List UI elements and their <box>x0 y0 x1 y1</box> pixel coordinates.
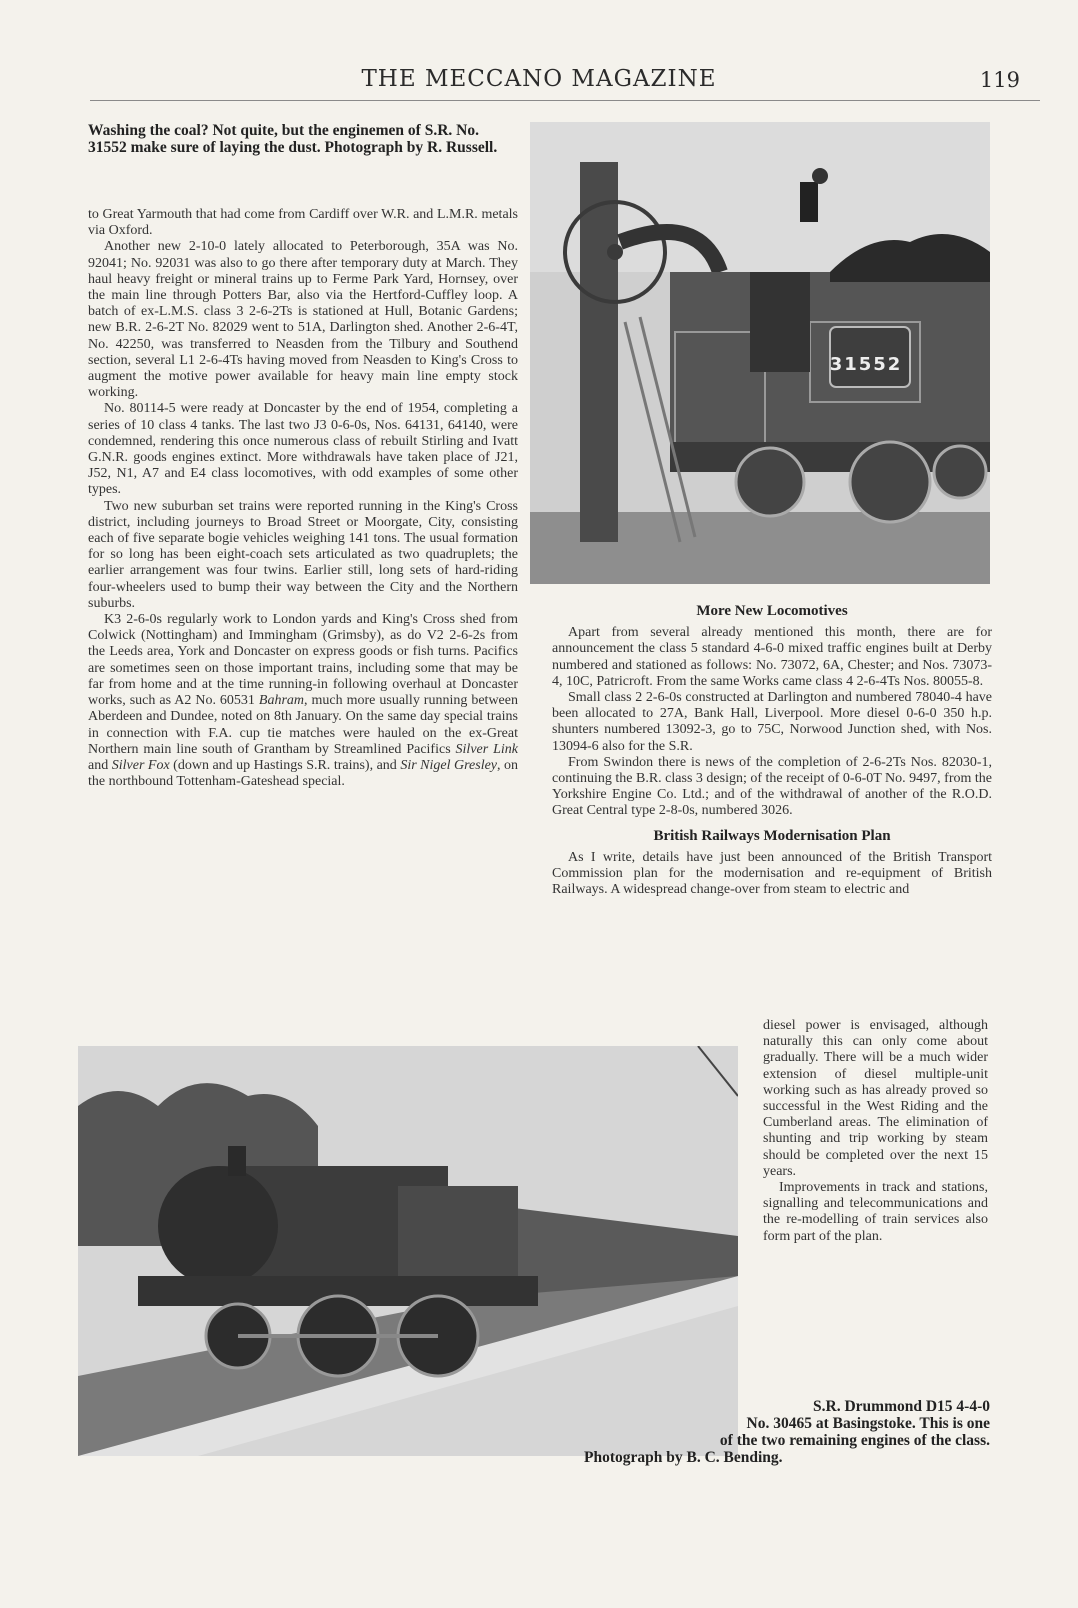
bottom-caption-line-1: S.R. Drummond D15 4-4-0 <box>813 1398 990 1415</box>
bottom-photo-caption <box>530 1398 990 1449</box>
left-paragraph-5: K3 2-6-0s regularly work to London yards and King's Cross shed from Colwick (Nottingham) and Immingham (Grimsby), as do V2 2-6-2s from the Leeds area, York and Doncaster on express goods or fish turns. Pacifics are sometimes seen on those important trains, including some that may be far from home and at the time running-in following overhaul at Doncaster works, such as A2 No. 60531 Bahram, much more usually running between Aberdeen and Dundee, noted on 8th January. On the same day special trains in connection with F.A. cup tie matches were hauled on the ex-Great Northern main line south of Grantham by Streamlined Pacifics Silver Link and Silver Fox (down and up Hastings S.R. trains), and Sir Nigel Gresley, on the northbound Tottenham-Gateshead special. <box>88 612 519 790</box>
magazine-title: THE MECCANO MAGAZINE <box>361 66 717 92</box>
right-paragraph-6: Improvements in track and stations, signalling and telecommunications and the re-modelling of train services also form part of the plan. <box>763 1180 988 1244</box>
left-paragraph-4: Two new suburban set trains were reported running in the King's Cross district, including journeys to Broad Street or Moorgate, City, consisting each of five separate bogie vehicles weighing 141 tons. The usual formation for so long has been eight-coach sets articulated as two quadruplets; the earlier arrangement was four twins. Earlier still, long sets of hard-riding four-wheelers used to bump their way between the City and the Northern suburbs. <box>88 498 518 611</box>
right-paragraph-4: As I write, details have just been announced of the British Transport Commission plan for the modernisation and re-equipment of British Railways. A widespread change-over from steam to electric and <box>552 849 992 898</box>
top-photo-tank-engine <box>530 122 990 584</box>
heading-modernisation-plan: British Railways Modernisation Plan <box>653 827 891 844</box>
right-paragraph-1: Apart from several already mentioned this month, there are for announcement the class 5 standard 4-6-0 mixed traffic engines built at Derby numbered and stationed as follows: No. 73072, 6A, Chester; and Nos. 73073-4, 10C, Patricroft. From the same Works came class 4 2-6-4Ts Nos. 80055-8. <box>552 625 992 689</box>
header-rule <box>90 100 1040 101</box>
bottom-photo-express-train <box>78 1046 738 1456</box>
left-paragraph-3: No. 80114-5 were ready at Doncaster by the end of 1954, completing a series of 10 class 4 tanks. The last two J3 0-6-0s, Nos. 64131, 64140, were condemned, rendering this once numerous class of rebuilt Stirling and Ivatt G.N.R. goods engines extinct. More withdrawals have taken place of J21, J52, N1, A7 and E4 class locomotives, with odd examples of some other types. <box>88 401 518 498</box>
right-paragraph-3: From Swindon there is news of the completion of 2-6-2Ts Nos. 82030-1, continuing the B.R. class 3 design; of the receipt of 0-6-0T No. 9497, from the Yorkshire Engine Co. Ltd.; and of the withdrawal of another of the R.O.D. Great Central type 2-8-0s, numbered 3026. <box>552 754 992 819</box>
top-photo-caption: Washing the coal? Not quite, but the enginemen of S.R. No. 31552 make sure of laying the dust. Photograph by R. Russell. <box>88 122 498 156</box>
left-paragraph-1: to Great Yarmouth that had come from Cardiff over W.R. and L.M.R. metals via Oxford. <box>88 207 518 239</box>
page-number: 119 <box>979 68 1020 92</box>
locomotive-number-plate: 31552 <box>829 354 903 375</box>
left-paragraph-2: Another new 2-10-0 lately allocated to Peterborough, 35A was No. 92041; No. 92031 was also to go there after temporary duty at March. They haul heavy freight or mineral trains up to Ferme Park Yard, Hornsey, over the main line through Potters Bar, also via the Hertford-Cuffley loop. A batch of ex-L.M.S. class 3 2-6-2Ts is stationed at Hull, Botanic Gardens; new B.R. 2-6-2T No. 82029 went to 51A, Darlington shed. Another 2-6-4T, No. 42250, was transferred to Neasden from the Tilbury and Southend section, several L1 2-6-4Ts having moved from Neasden to King's Cross to augment the motive power available for heavy main line empty stock working. <box>88 239 518 401</box>
bottom-caption-line-3: of the two remaining engines of the class. <box>719 1432 990 1449</box>
right-wrap-column-text <box>763 1018 988 1245</box>
bottom-photo-credit: Photograph by B. C. Bending. <box>584 1449 783 1466</box>
left-column-text <box>88 207 518 790</box>
heading-more-new-locomotives: More New Locomotives <box>696 603 848 619</box>
right-column-text <box>552 603 992 898</box>
right-paragraph-5: diesel power is envisaged, although naturally this can only come about gradually. There will be a much wider extension of diesel multiple-unit working such as has already proved so successful in the West Riding and the Cumberland areas. The elimination of shunting and trip working by steam should be completed over the next 15 years. <box>763 1018 988 1179</box>
right-paragraph-2: Small class 2 2-6-0s constructed at Darlington and numbered 78040-4 have been allocated to 27A, Bank Hall, Liverpool. More diesel 0-6-0 350 h.p. shunters numbered 13092-3, go to 75C, Norwood Junction shed, with Nos. 13094-6 also for the S.R. <box>552 690 992 754</box>
bottom-caption-line-2: No. 30465 at Basingstoke. This is one <box>746 1415 990 1432</box>
